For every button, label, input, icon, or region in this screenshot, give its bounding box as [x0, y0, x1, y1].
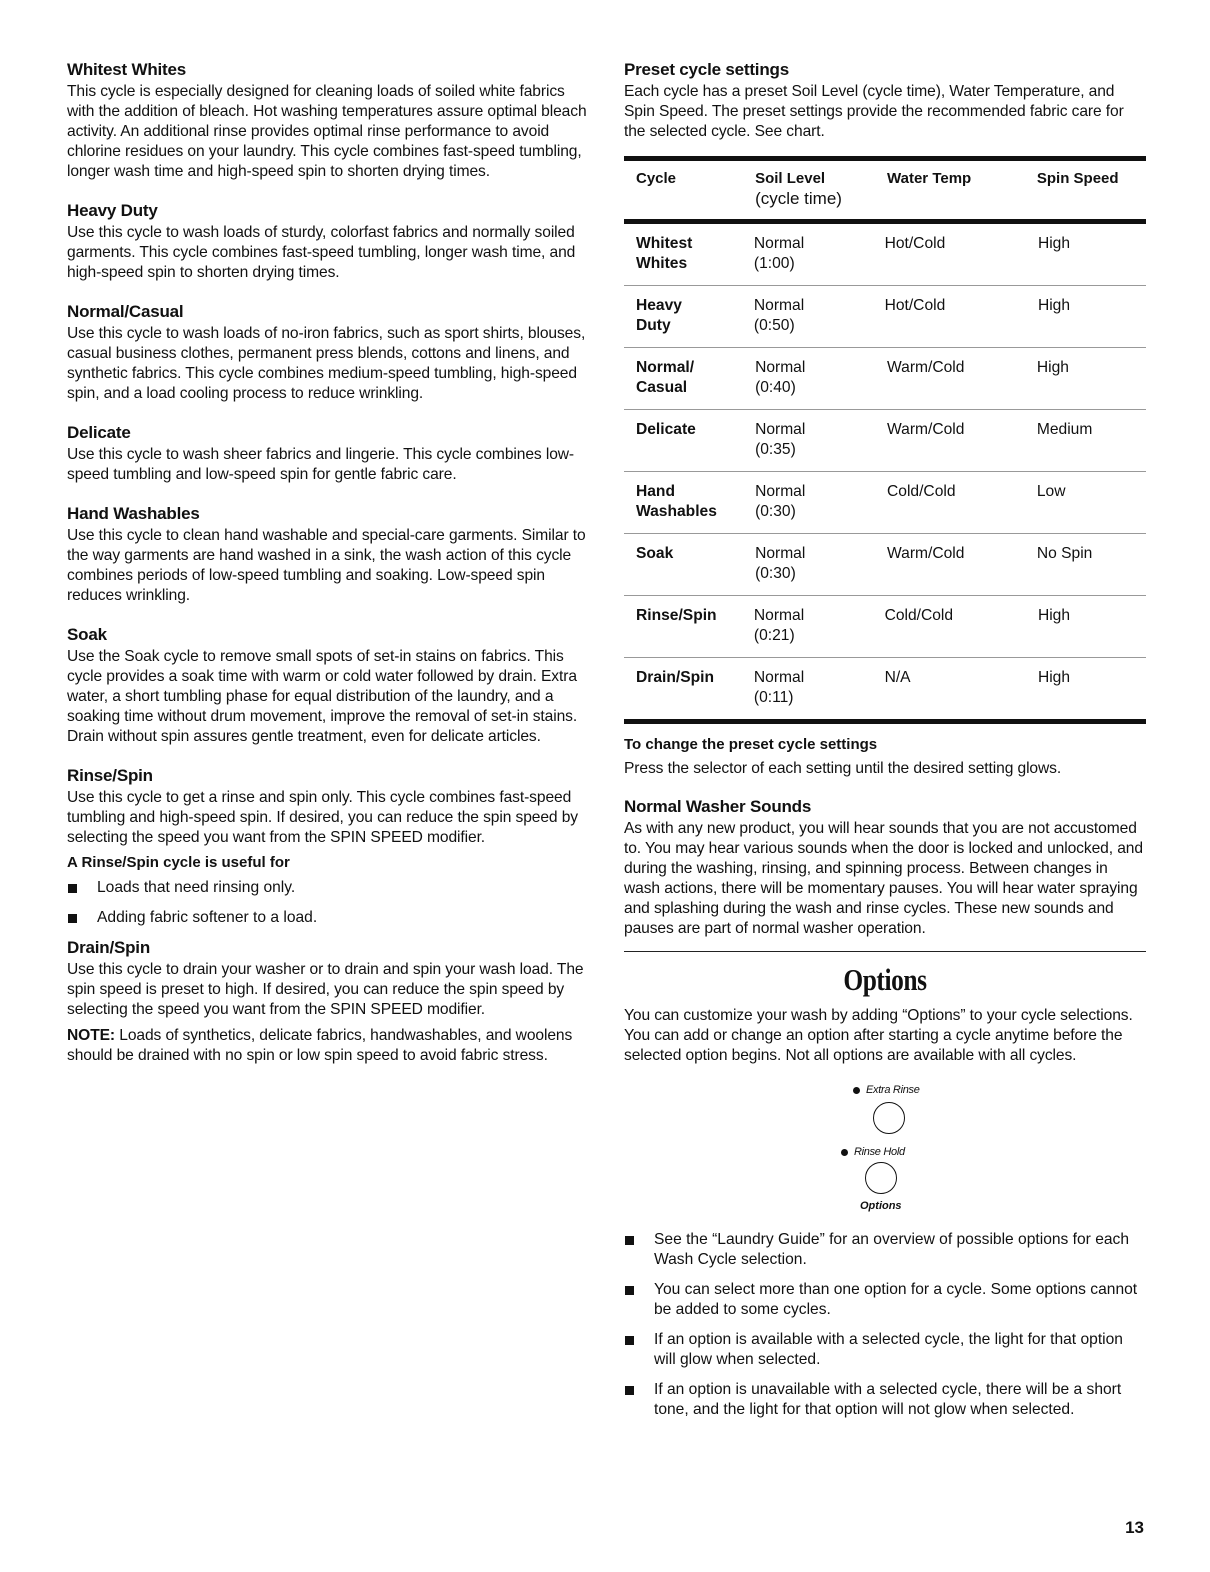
section-title: Drain/Spin — [67, 938, 151, 957]
note-label: NOTE: — [67, 1027, 116, 1044]
section-whitest-whites — [67, 60, 587, 182]
square-bullet-icon — [625, 1336, 634, 1345]
indicator-light-icon — [853, 1087, 860, 1094]
square-bullet-icon — [625, 1286, 634, 1295]
section-heavy-duty — [67, 201, 587, 283]
rinse-hold-label: Rinse Hold — [841, 1146, 905, 1158]
table-row: Drain/Spin Normal (0:11) N/A High — [636, 669, 1071, 706]
section-body: Use this cycle to wash sheer fabrics and lingerie. This cycle combines low-speed tumbling and low-speed spin for gentle fabric care. — [67, 446, 575, 483]
rinse-useful-heading: A Rinse/Spin cycle is useful for — [67, 854, 290, 871]
options-body: You can customize your wash by adding “Options” to your cycle selections. You can add or change an option after starting a cycle anytime before the selected option begins. Not all options are available with all cycles. — [624, 1007, 1133, 1064]
section-body: Use this cycle to get a rinse and spin only. This cycle combines fast-speed tumbling and high-speed spin. If desired, you can reduce the spin speed by selecting the speed you want from the SPIN SPEED modifier. — [67, 789, 578, 846]
table-row: Hand Washables Normal (0:30) Cold/Cold Low — [624, 472, 1146, 534]
section-title: Normal Washer Sounds — [624, 797, 812, 816]
section-title: Normal/Casual — [67, 302, 184, 321]
section-body: Use the Soak cycle to remove small spots of set-in stains on fabrics. This cycle provides a soak time with warm or cold water followed by drain. Extra water, a short tumbling phase for equal distribution of the laundry, and a soaking time without drum movement, improve the removal of set-in stains. Drain without spin assures gentle treatment, even for delicate articles. — [67, 648, 578, 745]
table-header — [624, 161, 1146, 224]
section-title: Rinse/Spin — [67, 766, 153, 785]
square-bullet-icon — [625, 1386, 634, 1395]
rinse-hold-button[interactable] — [865, 1162, 897, 1194]
page-number: 13 — [1125, 1518, 1144, 1537]
list-item: Adding fabric softener to a load. — [67, 908, 587, 928]
table-row: Heavy Duty Normal (0:50) Hot/Cold High — [624, 286, 1146, 348]
table-row: Whitest Whites Normal (1:00) Hot/Cold High — [624, 224, 1146, 286]
divider — [624, 951, 1146, 952]
section-body: Use this cycle to clean hand washable and special-care garments. Similar to the way garments are hand washed in a sink, the wash action of this cycle combines periods of low-speed tumbling and soaking. Low-speed spin reduces wrinkling. — [67, 527, 586, 604]
extra-rinse-label: Extra Rinse — [853, 1084, 920, 1096]
header-water-temp: Water Temp — [887, 170, 972, 187]
header-cycle: Cycle — [636, 170, 677, 187]
section-drain-spin — [67, 938, 587, 1066]
options-panel-label: Options — [860, 1200, 902, 1212]
indicator-light-icon — [841, 1149, 848, 1156]
table-row: Soak Normal (0:30) Warm/Cold No Spin — [624, 534, 1146, 596]
list-item: If an option is unavailable with a selected cycle, there will be a short tone, and the light for that option will not glow when selected. — [624, 1380, 1146, 1420]
change-body: Press the selector of each setting until the desired setting glows. — [624, 760, 1062, 777]
section-body: Use this cycle to wash loads of no-iron fabrics, such as sport shirts, blouses, casual business clothes, permanent press blends, cottons and linens, and synthetic fabrics. This cycle combines medium-speed tumbling, high-speed spin, and a load cooling process to reduce wrinkling. — [67, 325, 586, 402]
header-spin-speed: Spin Speed — [1036, 170, 1119, 187]
square-bullet-icon — [68, 914, 77, 923]
section-change-settings — [624, 736, 1146, 779]
table-row: Rinse/Spin Normal (0:21) Cold/Cold High — [624, 596, 1146, 658]
section-body: This cycle is especially designed for cleaning loads of soiled white fabrics with the addition of bleach. Hot washing temperatures assure optimal bleach activity. An additional rinse provides optimal rinse performance to avoid chlorine residues on your laundry. This cycle combines fast-speed tumbling, longer wash time and high-speed spin to shorten drying times. — [67, 83, 587, 180]
section-preset-settings — [624, 60, 1146, 142]
square-bullet-icon — [68, 884, 77, 893]
header-soil-level: Soil Level (cycle time) — [755, 170, 842, 208]
table-row: Delicate Normal (0:35) Warm/Cold Medium — [624, 410, 1146, 472]
section-hand-washables — [67, 504, 587, 606]
list-item: Loads that need rinsing only. — [67, 878, 587, 898]
table-row: Normal/ Casual Normal (0:40) Warm/Cold High — [624, 348, 1146, 410]
section-body: Use this cycle to drain your washer or to drain and spin your wash load. The spin speed is preset to high. If desired, you can reduce the spin speed by selecting the speed you want from the SPIN SPEED modifier. — [67, 961, 584, 1018]
section-title: Heavy Duty — [67, 201, 158, 220]
rinse-useful-list — [67, 878, 587, 928]
drain-note — [67, 1026, 587, 1066]
section-title: Soak — [67, 625, 107, 644]
section-normal-casual — [67, 302, 587, 404]
square-bullet-icon — [625, 1236, 634, 1245]
left-column — [67, 60, 587, 1085]
section-title: Delicate — [67, 423, 131, 442]
section-rinse-spin — [67, 766, 587, 928]
options-control-panel — [624, 1076, 1146, 1216]
list-item: You can select more than one option for a cycle. Some options cannot be added to some cycles. — [624, 1280, 1146, 1320]
right-column — [624, 60, 1146, 1430]
section-body: Each cycle has a preset Soil Level (cycle time), Water Temperature, and Spin Speed. The preset settings provide the recommended fabric care for the selected cycle. See chart. — [624, 83, 1124, 140]
options-title: Options — [843, 962, 927, 997]
section-body: As with any new product, you will hear sounds that you are not accustomed to. You may hear various sounds when the door is locked and unlocked, and during the washing, rinsing, and spinning process. Between changes in wash actions, there will be momentary pauses. You will hear water spraying and splashing during the wash and rinse cycles. These new sounds and pauses are part of normal washer operation. — [624, 820, 1143, 937]
section-title: Whitest Whites — [67, 60, 187, 79]
list-item: If an option is available with a selected cycle, the light for that option will glow when selected. — [624, 1330, 1146, 1370]
section-title: Preset cycle settings — [624, 60, 789, 79]
section-soak — [67, 625, 587, 747]
section-washer-sounds — [624, 797, 1146, 939]
section-delicate — [67, 423, 587, 485]
extra-rinse-button[interactable] — [873, 1102, 905, 1134]
options-list — [624, 1230, 1146, 1420]
change-heading: To change the preset cycle settings — [624, 736, 878, 753]
section-title: Hand Washables — [67, 504, 200, 523]
note-text: Loads of synthetics, delicate fabrics, handwashables, and woolens should be drained with no spin or low spin speed to avoid fabric stress. — [67, 1027, 573, 1064]
list-item: See the “Laundry Guide” for an overview of possible options for each Wash Cycle selection. — [624, 1230, 1146, 1270]
preset-cycle-table — [624, 156, 1146, 724]
section-body: Use this cycle to wash loads of sturdy, colorfast fabrics and normally soiled garments. This cycle combines fast-speed tumbling, longer wash time, and high-speed spin to shorten drying times. — [67, 224, 576, 281]
